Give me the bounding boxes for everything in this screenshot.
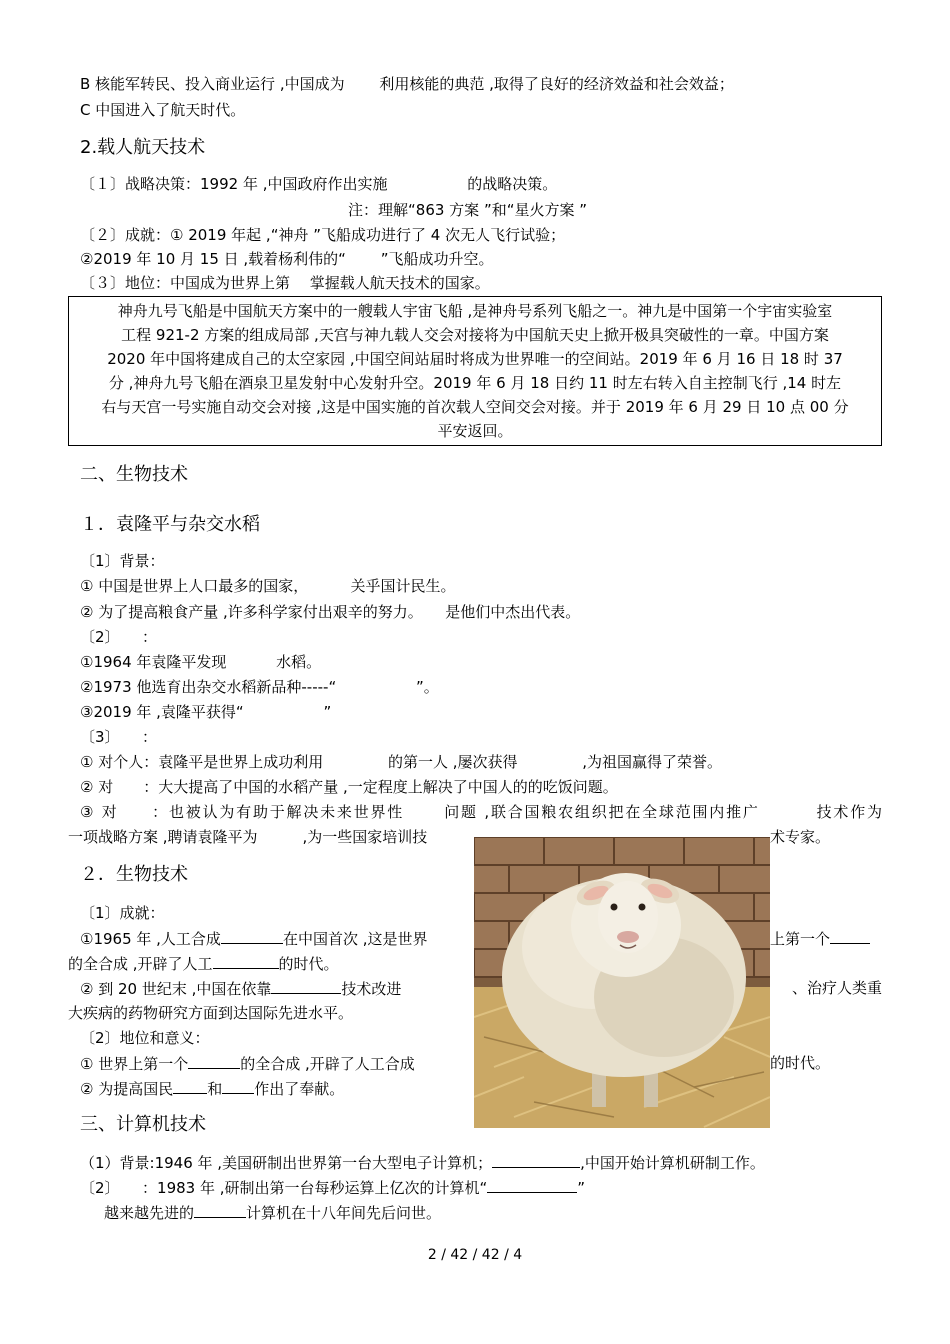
blank-line	[194, 1203, 246, 1218]
blank-line	[492, 1153, 580, 1168]
text-significance-1: ① 世界上第一个 的全合成 ,开辟了人工合成	[80, 1055, 415, 1073]
blank-line	[830, 929, 870, 944]
subheading-biotech: ２．生物技术	[80, 864, 188, 885]
shenzhou9-info-box	[68, 296, 882, 446]
box-line: 分 ,神舟九号飞船在酒泉卫星发射中心发射升空。2019 年 6 月 18 日约 11 时左右转入自主控制飞行 ,14 时左	[108, 374, 842, 392]
heading-computer-tech: 三、计算机技术	[80, 1114, 206, 1135]
sheep-illustration	[474, 837, 770, 1128]
text-significance-2: ② 为提高国民 和 作出了奉献。	[80, 1080, 345, 1098]
text-background-label: 〔1〕背景：	[80, 552, 165, 570]
text-background-2: ② 为了提高粮食产量 ,许多科学家付出艰辛的努力。 是他们中杰出代表。	[80, 603, 581, 621]
text-contrib-3: ③ 对 ：也被认为有助于解决未来世界性 问题 ,联合国粮农组织把在全球范围内推广 技术作为	[80, 803, 882, 821]
heading-biotech: 二、生物技术	[80, 464, 188, 485]
text-significance-label: 〔2〕地位和意义：	[80, 1029, 210, 1047]
heading-manned-spaceflight: 2.载人航天技术	[80, 137, 206, 158]
text-achieve-3: ③2019 年 ,袁隆平获得“ ”	[80, 703, 332, 721]
box-line: 工程 921-2 方案的组成局部 ,天宫与神九载人交会对接将为中国航天史上掀开极具突破性的一章。中国方案	[121, 326, 829, 344]
text-contrib-4-end: 术专家。	[770, 828, 831, 846]
box-line: 2020 年中国将建成自己的太空家园 ,中国空间站届时将成为世界唯一的空间站。2019 年 6 月 16 日 18 时 37	[107, 350, 843, 368]
text-background-1: ① 中国是世界上人口最多的国家， 关乎国计民生。	[80, 577, 456, 595]
text-result-4: 大疾病的药物研究方面到达国际先进水平。	[68, 1004, 354, 1022]
blank-line	[188, 1054, 240, 1069]
blank-line	[487, 1178, 577, 1193]
text-achieve-1: ①1964 年袁隆平发现 水稻。	[80, 653, 322, 671]
box-line: 右与天宫一号实施自动交会对接 ,这是中国实施的首次载人空间交会对接。并于 2019 年 6 月 29 日 10 点 00 分	[101, 398, 849, 416]
sheep-photo	[474, 837, 770, 1128]
text-result-1-end: 上第一个	[770, 929, 870, 948]
text-result-2: 的全合成 ,开辟了人工 的时代。	[68, 955, 339, 973]
text-achievement-2: ②2019 年 10 月 15 日 ,载着杨利伟的“ ”飞船成功升空。	[80, 250, 494, 268]
text-computer-progress: 越来越先进的 计算机在十八年间先后问世。	[104, 1204, 442, 1222]
blank-line	[271, 979, 341, 994]
text-contrib-4: 一项战略方案 ,聘请袁隆平为 ,为一些国家培训技	[68, 828, 428, 846]
text-section-2-label: 〔2〕 ：	[80, 628, 158, 646]
text-result-3: ② 到 20 世纪末 ,中国在依靠 技术改进	[80, 980, 402, 998]
blank-line	[221, 929, 283, 944]
text-result-3-end: 、治疗人类重	[791, 979, 882, 997]
text-computer-background: （1）背景:1946 年 ,美国研制出世界第一台大型电子计算机； ,中国开始计算机研制工作。	[80, 1154, 765, 1172]
box-line: 平安返回。	[437, 422, 513, 440]
text-contrib-2: ② 对 ：大大提高了中国的水稻产量 ,一定程度上解决了中国人的的吃饭问题。	[80, 778, 618, 796]
text-achieve-2: ②1973 他选育出杂交水稻新品种-----“ ”。	[80, 678, 439, 696]
text-line-b: B 核能军转民、投入商业运行 ,中国成为 利用核能的典范 ,取得了良好的经济效益和社会效益；	[80, 75, 734, 93]
blank-line	[213, 954, 279, 969]
text-result-1: ①1965 年 ,人工合成 在中国首次 ,这是世界	[80, 930, 428, 948]
text-strategy: 〔１〕战略决策：1992 年 ,中国政府作出实施 的战略决策。	[80, 175, 558, 193]
text-status: 〔３〕地位：中国成为世界上第 掌握载人航天技术的国家。	[80, 274, 490, 292]
text-line-c: C 中国进入了航天时代。	[80, 101, 246, 119]
text-section-3-label: 〔3〕 ：	[80, 728, 158, 746]
text-significance-1-end: 的时代。	[770, 1054, 831, 1072]
blank-line	[173, 1079, 207, 1094]
box-line: 神舟九号飞船是中国航天方案中的一艘载人宇宙飞船 ,是神舟号系列飞船之一。神九是中国第一个宇宙实验室	[117, 302, 833, 320]
text-computer-achievement: 〔2〕 ：1983 年 ,研制出第一台每秒运算上亿次的计算机“ ”	[80, 1179, 586, 1197]
page-number: 2 / 42 / 42 / 4	[427, 1247, 523, 1263]
text-result-label: 〔1〕成就：	[80, 904, 165, 922]
text-contrib-1: ① 对个人：袁隆平是世界上成功利用 的第一人 ,屡次获得 ,为祖国赢得了荣誉。	[80, 753, 723, 771]
blank-line	[222, 1079, 254, 1094]
subheading-yuan-longping: １．袁隆平与杂交水稻	[80, 514, 260, 535]
text-achievement-1: 〔２〕成就：① 2019 年起 ,“神舟 ”飞船成功进行了 4 次无人飞行试验；	[80, 226, 566, 244]
text-note: 注：理解“863 方案 ”和“星火方案 ”	[348, 201, 588, 219]
